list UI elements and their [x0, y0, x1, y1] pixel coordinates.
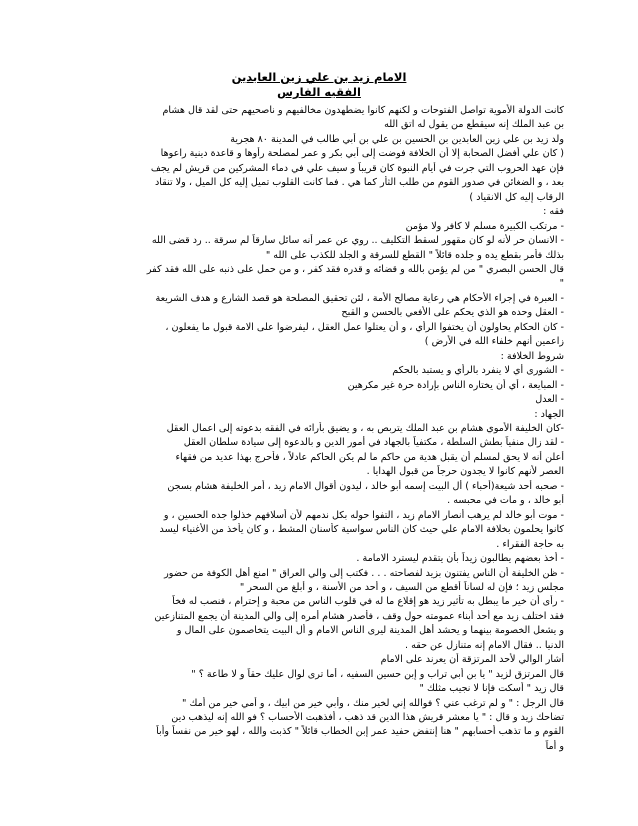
text-line: - لقد زال منفياً بطش السلطة ، مكتفياً بالجهاد في أمور الدين و بالدعوة إلى سيادة سلطان العقل [183, 437, 564, 449]
text-line: الدنيا .. فقال الامام إنه متنازل عن حقه . [404, 639, 564, 651]
text-line: - الانسان حر لأنه لو كان مقهور لسقط التكليف .. روي عن عمر أنه سائل سارقاً لم سرقة .. رد قضى الله [151, 235, 564, 247]
text-line: كانت الدولة الأموية تواصل الفتوحات و لكنهم كانوا يضطهدون مخالفيهم و ناصحيهم حتى لقد قال هشام [162, 105, 564, 116]
text-line: ولد زيد بن علي زين العابدين بن الحسين بن علي بن أبي طالب في المدينة ٨٠ هجرية [230, 133, 564, 145]
text-line: - كان الحكام يحاولون أن يختفوا الرأي ، و أن يعتلوا عمل العقل ، ليفرضوا على الامة قبول ما يفعلون ، [165, 321, 564, 333]
text-line: قال المرتزق لزيد " يا بن أبي تراب و إبن حسين السفيه ، أما ترى لوال عليك حقاً و لا طاعة ؟ " [191, 668, 564, 680]
text-line: - مرتكب الكبيرة مسلم لا كافر ولا مؤمن [405, 220, 564, 232]
text-line: و أماً [545, 740, 564, 752]
text-line: بذلك فأمر بقطع يده و جلده قائلاً " القطع للسرقة و الجلد للكذب على الله " [265, 249, 564, 261]
text-line: أعلن أنه لا يحق لمسلم أن يقبل هدية من حاكم ما لم يكن الحاكم عادلاً ، فأحرج بهذا عديد من فقهاء [175, 451, 564, 463]
text-line: " [559, 278, 564, 290]
document-title: الامام زيد بن علي زين العابدين [231, 70, 407, 84]
text-line: الرقاب إليه كل الانقياد ) [469, 191, 564, 203]
text-line: ( كان علي أفضل الصحابة إلا أن الخلافة فوضت إلى أبي بكر و عمر لمصلحة رأوها و قاعدة دينية راعوها [160, 148, 564, 160]
text-line: تضاحك زيد و قال : " يا معشر قريش هذا الدين قد ذهب ، أفذهبت الأحساب ؟ فو الله إنه ليذهب دين [171, 712, 564, 724]
text-line: - العقل وحده هو الذي يحكم على الأفعي بالحسن و القبح [341, 307, 564, 319]
text-line: - رأى أن خير ما يبطل به تأثير زيد هو إقلاع ما له في قلوب الناس من محبة و إحترام ، فنصب له فخاً [172, 596, 564, 608]
text-line: به حاجة الفقراء . [496, 538, 564, 550]
text-line: القوم و ما تذهب أحسابهم " هنا إنتفض حفيد عمر إبن الخطاب قائلاً " كذبت والله ، لهو خير من نفساً وأباً [156, 726, 564, 738]
document-subtitle: الفقيه الفارس [277, 85, 361, 99]
text-line: فقه : [543, 206, 564, 218]
text-line: شروط الخلافة : [500, 350, 564, 362]
text-line: - العبرة في إجراء الأحكام هي رعاية مصالح الأمة ، لئن تحقيق المصلحة هو قصد الشارع و هدف الشريعة [155, 292, 564, 304]
text-line: - أخذ بعضهم يطالبون زيداً بأن يتقدم ليسترد الامامة . [356, 553, 564, 565]
text-line: فقد اختلف زيد مع أحد أبناء عمومته حول وقف ، فأصدر هشام أمره إلى والي المدينة أن يجمع المتنازعين [154, 610, 564, 622]
text-line: - المبايعة ، أي أن يختاره الناس بإرادة حرة غير مكرهين [347, 379, 564, 391]
text-line: زاعمين أنهم خلفاء الله في الأرض ) [424, 336, 564, 348]
text-line: -كان الخليفة الأموي هشام بن عبد الملك يتربص به ، و يضيق بأرائه في الفقه بدعوته إلى اعمال العقل [166, 422, 564, 434]
text-line: الجهاد : [534, 408, 564, 420]
text-line: قال الحسن البصري " من لم يؤمن بالله و قضائه و قدره فقد كفر ، و من حمل على ذنبه على الله فقد كفر [146, 263, 564, 275]
text-line: قال زيد " أسكت فإنا لا نجيب مثلك " [419, 683, 564, 695]
document-body [74, 104, 564, 754]
text-line: مجلس زيد ؛ فإن له لساناً أقطع من السيف ، و أحد من الأسنة ، و أبلغ من السحر " [239, 581, 564, 593]
text-line: - ظن الخليفة أن الناس يفتنون بزيد لفصاحته . . . فكتب إلى والي العراق " امنع أهل الكوفة من حضور [164, 567, 564, 579]
text-line: قال الرجل : " و لم ترغب عني ؟ فوالله إني لخير منك ، وأبي خير من ابيك ، و أمي خير من أمك " [182, 697, 564, 709]
text-line: - موت أبو خالد لم يرهب أنصار الامام زيد ، التفوا حوله بكل ندمهم لأن أسلافهم خذلوا جده الحسين ، و [163, 509, 564, 521]
text-line: العصر لأنهم كانوا لا يجدون حرجاً من قبول الهدايا . [366, 466, 564, 478]
text-line: أشار الوالي لأحد المرتزقة أن يعرند على الامام [380, 654, 564, 666]
text-line: - صحبه أحد شيعة(أحباء ) أل البيت إسمه أبو خالد ، ليدون أقوال الامام زيد ، أمر الخليفة هشام بسجن [167, 480, 564, 492]
text-line: فإن عهد الحروب التي جرت في أيام النبوة كان قريباً و سيف علي في دماء المشركين من قريش لم يجف [150, 162, 564, 174]
text-line: بعد ، و الضغائن في صدور القوم من طلب الثأر كما هي . فما كانت القلوب تميل إليه كل الميل ، ولا تنقاد [155, 177, 564, 189]
text-line: أبو خالد ، و مات في محبسه . [447, 495, 564, 507]
text-line: بن عبد الملك إنه سيقطع من يقول له اتق الله [384, 119, 564, 131]
text-line: كانوا يحلمون بخلافة الامام علي حيث كان الناس سواسية كأسنان المشط ، و كان يأخذ من الأغنياء ليسد [159, 524, 564, 536]
text-line: - الشورى أي لا ينفرد بالرأي و يستبد بالحكم [392, 365, 564, 377]
text-line: و يشعل الخصومة بينهما و يحشد أهل المدينة ليرى الناس الامام و أل البيت يتخاصمون على المال و [176, 625, 564, 637]
text-line: - العدل [535, 394, 564, 406]
